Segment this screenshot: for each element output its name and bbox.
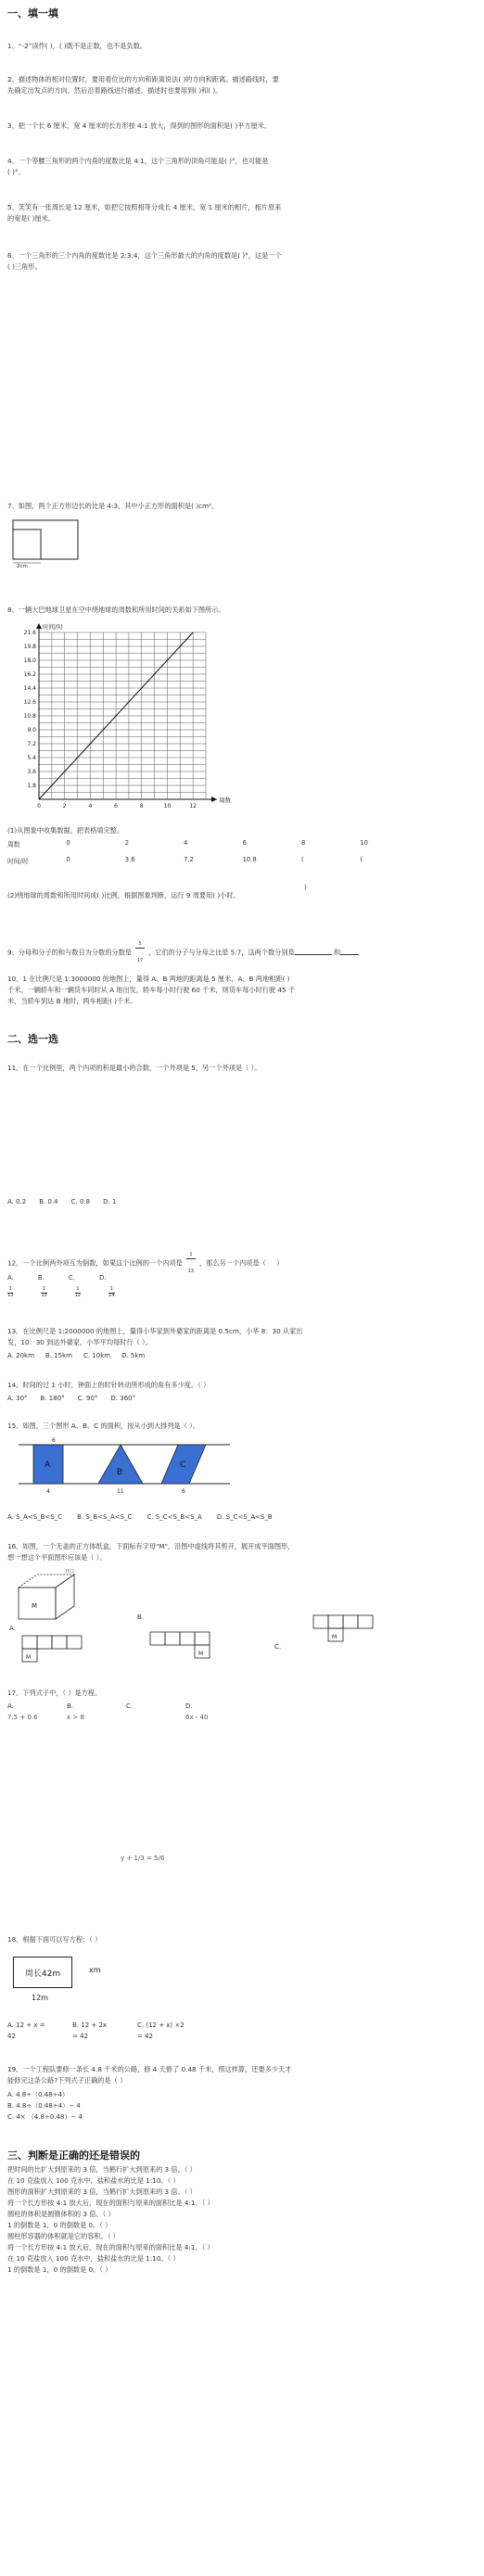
- option-d: D.: [99, 1274, 107, 1282]
- q12-frac-d: 1 14: [108, 1286, 115, 1298]
- q17-extra-expression: y + 1/3 = 5/6: [121, 1855, 165, 1862]
- q8-table: [7, 839, 397, 891]
- q8-line-chart: [19, 619, 260, 823]
- option-d: D. S_C<S_A<S_B: [216, 1513, 273, 1521]
- option-a: A. 12 + x =: [7, 2021, 45, 2029]
- q19-option-b: B. 4.8÷（0.48÷4）− 4: [7, 2102, 81, 2110]
- option-b: B. 0.4: [39, 1198, 58, 1205]
- q10-line2: 千米。一辆轿车和一辆货车同时从 A 地出发，轿车每小时行驶 60 千米，则货车每小时行驶 45 千: [7, 986, 296, 994]
- svg-text:M: M: [198, 1651, 204, 1657]
- option-c: C. (12 + x) ×2: [137, 2021, 185, 2029]
- q8-table-row2: [7, 856, 397, 865]
- y-tick-label: 18.0: [23, 657, 36, 664]
- q9-text: 9、分母和分子的和与数目为分数的分数是 $\frac{5}{17}$ ，它们的分子与分母之比是 5:7，这两个数分别是 和: [7, 932, 359, 974]
- table-cell: ): [304, 884, 307, 891]
- q15-options: [7, 1513, 273, 1521]
- x-tick-label: 12: [189, 803, 197, 810]
- q17-text: 17、下列式子中，（ ）是方程。: [7, 1689, 102, 1697]
- svg-text:M: M: [26, 1654, 32, 1661]
- y-tick-label: 1.8: [27, 783, 36, 789]
- table-cell: (: [360, 856, 363, 863]
- q9-fraction: $\frac{5}{17}$: [136, 941, 144, 963]
- q12-text: 12、一个比例两外项互为倒数，如果这个比例的一个内项是 $\frac{1}{13}$ ，那么另一个内项是（ ）: [7, 1243, 283, 1284]
- q15-text: 15、如图，三个图形 A、B、C 的面积，按从小到大排列是（ ）。: [7, 1422, 199, 1430]
- option-d: D. 1: [103, 1198, 117, 1205]
- q7-squares-figure: [9, 515, 83, 568]
- option-b: B. 15km: [45, 1352, 72, 1359]
- q11-options: [7, 1198, 116, 1205]
- list-item: 将一个长方形按 4:1 放大后，现在的面积与原来的面积比是 4:1。（ ）: [7, 2243, 214, 2251]
- q8-sub2: (2)绕地球的周数和所用时间成( )比例，根据图象判断，运行 9 周要用( )小时。: [7, 891, 240, 899]
- q12-option-fractions: [7, 1287, 115, 1298]
- q15-shapes-figure: [13, 1435, 236, 1497]
- table-cell: 0: [66, 856, 70, 863]
- x-tick-label: 6: [114, 803, 118, 810]
- q16-net-a: [20, 1632, 104, 1669]
- option-b: B.: [37, 1274, 45, 1282]
- list-item: 1 的倒数是 1，0 的倒数是 0。（ ）: [7, 2265, 112, 2274]
- y-tick-label: 16.2: [23, 671, 36, 678]
- list-item: 圆柱形容器的体积就是它的容积。（ ）: [7, 2232, 120, 2240]
- y-tick-label: 19.8: [23, 644, 36, 650]
- q16-cube-m: M: [32, 1602, 38, 1610]
- table-cell: 6: [242, 839, 247, 847]
- list-item: 圆柱的体积是圆锥体积的 3 倍。（ ）: [7, 2210, 115, 2218]
- q14-text: 14、时间的过 1 小时，钟面上的时针转动所形成的角有多少度。（ ）: [7, 1381, 210, 1389]
- table-cell: (: [300, 856, 304, 863]
- x-tick-label: 8: [139, 803, 144, 810]
- q13-line2: 发，10：30 到达外婆家，小华平均每时行（ ）。: [7, 1338, 152, 1346]
- option-a: A. 30°: [7, 1395, 28, 1402]
- expr-c: [126, 1714, 185, 1721]
- x-tick-label: 10: [163, 803, 172, 810]
- q13-line1: 13、在比例尺是 1:2000000 的地图上，量得小华家到外婆家的距离是 0.5cm，小华 8：30 从家出: [7, 1327, 303, 1335]
- q17-options: [7, 1702, 245, 1710]
- option-c: C. 90°: [77, 1395, 98, 1402]
- option-b: B. 180°: [40, 1395, 65, 1402]
- option-c: C.: [126, 1702, 134, 1710]
- q16-net-b: [148, 1623, 232, 1669]
- q5-text-line1: 5、笑笑有一张周长是 12 厘米，如把它按照相等分成长 4 厘米，宽 1 厘米的相片，相片原来: [7, 203, 282, 211]
- y-axis-label: 时间/时: [43, 623, 63, 631]
- q12-frac-b: 1 13: [41, 1286, 47, 1298]
- option-c: C. S_C<S_B<S_A: [146, 1513, 202, 1521]
- q7-dim-label: 2cm: [17, 564, 28, 568]
- q10-line1: 10、1 在比例尺是 1:3000000 的地图上，量得 A、B 两地的距离是 5 厘米，A、B 两地相距( ): [7, 975, 290, 983]
- option-c: C. 0.8: [70, 1198, 91, 1205]
- q1-text: 1、“-2”读作( )，( )既不是正数，也不是负数。: [7, 42, 146, 50]
- q19-option-a: A. 4.8÷（0.48÷4）: [7, 2091, 70, 2098]
- q19-line1: 19、一个工程队要修一条长 4.8 千米的公路，修 4 天修了 0.48 千米，照这样算，还要多少天才: [7, 2065, 292, 2073]
- q7-text: 7、如图，两个正方形边长的比是 4:3，其中小正方形的面积是( )cm²。: [7, 502, 219, 510]
- option-d: D. 5km: [121, 1352, 146, 1359]
- q15-label-bot2: 11: [117, 1488, 124, 1495]
- list-item: 将一个长方形按 4:1 放大后，现在的面积与原来的面积比是 4:1。（ ）: [7, 2199, 214, 2207]
- expr-b: x > 8: [67, 1714, 84, 1721]
- option-b: B. 12 + 2x: [72, 2021, 108, 2029]
- y-tick-label: 21.6: [23, 630, 36, 636]
- y-tick-label: 12.6: [23, 699, 36, 706]
- q3-text: 3、把一个长 6 厘米，宽 4 厘米的长方形按 4:1 放大，得到的图形的面积是( )平方厘米。: [7, 121, 272, 130]
- option-a: A.: [7, 1702, 14, 1710]
- q18-options-line2: 42 = 42 = 42: [7, 2033, 153, 2040]
- q18-side-label: xm: [89, 1966, 101, 1974]
- y-tick-label: 10.8: [23, 713, 36, 720]
- y-axis-arrow: [36, 623, 42, 629]
- y-tick-label: 9.0: [27, 727, 36, 733]
- q8-table-row1: [7, 839, 397, 848]
- table-cell: 8: [300, 839, 306, 847]
- q4-text-line1: 4、一个等腰三角形的两个内角的度数比是 4:1，这个三角形的顶角可能是( )°，也可能是: [7, 157, 269, 165]
- option-b: B.: [67, 1702, 74, 1710]
- option-a: A.: [7, 1274, 14, 1282]
- q16-line1: 16、如图，一个无盖的正方体纸盒，下面标有字母"M"，沿图中虚线将其剪开，展开成平面图形，: [7, 1542, 295, 1550]
- table-cell: 4: [184, 839, 188, 847]
- q19-line2: 能修完这条公路?下列式子正确的是（ ）: [7, 2076, 127, 2085]
- table-cell: 周数: [7, 841, 20, 848]
- y-tick-label: 7.2: [27, 741, 36, 747]
- q13-options: [7, 1352, 145, 1359]
- q10-line3: 米，当轿车到达 B 地时，两车相距( )千米。: [7, 997, 137, 1005]
- option-d: D.: [185, 1702, 193, 1710]
- q15-label-c: C: [180, 1460, 186, 1470]
- q16-lid-label: 开口: [65, 1569, 75, 1575]
- q12-options: [7, 1274, 107, 1282]
- x-axis-label: 周数: [219, 797, 231, 804]
- q6-text-line1: 6、一个三角形的三个内角的度数比是 2:3:4，这个三角形最大的内角的度数是( )°，这是一个: [7, 251, 282, 260]
- option-c: C. 10km: [83, 1352, 111, 1359]
- q16-option-c: C.: [274, 1643, 282, 1651]
- option-a: A. S_A<S_B<S_C: [7, 1513, 63, 1521]
- q16-option-b: B.: [137, 1613, 145, 1621]
- q7-small-square: [13, 529, 41, 559]
- q15-label-top: 6: [52, 1437, 56, 1444]
- y-tick-label: 3.6: [27, 769, 36, 775]
- q12-frac-a: 1 13: [7, 1286, 14, 1298]
- x-axis-arrow: [211, 797, 217, 802]
- q5-text-line2: 的宽是( )厘米。: [7, 214, 56, 223]
- svg-text:M: M: [332, 1634, 338, 1640]
- q12-frac-c: 1 12: [74, 1286, 82, 1298]
- q15-label-bot1: 4: [46, 1488, 50, 1495]
- q7-rect-outer: [13, 520, 78, 559]
- q4-text-line2: ( )°。: [7, 168, 25, 176]
- judgement-list: [7, 2164, 214, 2276]
- q14-options: [7, 1395, 135, 1402]
- q15-label-b: B: [117, 1468, 123, 1477]
- q18-text: 18、根据下面可以写方程：（ ）: [7, 1935, 102, 1944]
- x-tick-label: 0: [37, 803, 41, 810]
- option-a: A. 0.2: [7, 1198, 27, 1205]
- option-c: C.: [68, 1274, 76, 1282]
- q6-text-line2: ( )三角形。: [7, 262, 42, 271]
- table-cell: 10.8: [242, 856, 257, 863]
- section-3-title: 三、判断是正确的还是错误的: [7, 2149, 140, 2162]
- q16-line2: 想一想这个平面图形应该是（ ）。: [7, 1553, 107, 1562]
- q18-rectangle: 周长42m: [13, 1957, 72, 1988]
- q18-options: [7, 2021, 221, 2029]
- table-cell: 时间/时: [7, 858, 29, 865]
- y-tick-label: 14.4: [23, 685, 36, 692]
- q12-fraction: $\frac{1}{13}$: [187, 1252, 195, 1274]
- table-cell: 3.6: [124, 856, 135, 863]
- q2-text-line2: 先确定出发点的方向，然后沿着路线进行描述，描述时也要用到( )和( )。: [7, 86, 223, 95]
- x-tick-label: 4: [88, 803, 93, 810]
- option-d: D. 360°: [110, 1395, 136, 1402]
- list-item: 图形的面积扩大到原来的 3 倍，当鹤行扩大到原来的 3 倍。（ ）: [7, 2187, 197, 2196]
- q15-label-a: A: [45, 1460, 51, 1470]
- table-cell: 10: [360, 839, 368, 847]
- expr-a: 7.5 + 0.6: [7, 1714, 38, 1721]
- x-tick-label: 2: [62, 803, 67, 810]
- q15-shape-b: [98, 1445, 143, 1484]
- y-tick-label: 5.4: [27, 755, 36, 761]
- q15-label-bot3: 6: [182, 1488, 185, 1495]
- q8-sub1: (1)从图象中收集数据，把表格填完整。: [7, 826, 124, 835]
- q11-text: 11、在一个比例里，两个内项的积是最小的合数，一个外项是 5，另一个外项是（ ）。: [7, 1064, 261, 1072]
- q19-option-c: C. 4× （4.8÷0.48）− 4: [7, 2113, 83, 2121]
- table-cell: 2: [124, 839, 130, 847]
- expr-d: 6x - 40: [185, 1714, 209, 1721]
- q17-expressions: [7, 1714, 245, 1721]
- option-a: A. 20km: [7, 1352, 34, 1359]
- table-cell: 0: [66, 839, 70, 847]
- section-2-title: 二、选一选: [7, 1033, 58, 1045]
- list-item: 在 10 克盐放入 100 克水中，盐和盐水的比是 1:10。（ ）: [7, 2254, 180, 2263]
- section-1-title: 一、填一填: [7, 7, 58, 19]
- list-item: 在 10 克盐放入 100 克水中，盐和盐水的比是 1:10。（ ）: [7, 2176, 180, 2185]
- option-b: B. S_B<S_A<S_C: [77, 1513, 133, 1521]
- q16-cube-figure: [9, 1567, 83, 1623]
- q18-bottom-label: 12m: [32, 1994, 48, 2002]
- q16-option-a: A.: [9, 1625, 16, 1632]
- list-item: 1 的倒数是 1，0 的倒数是 0。（ ）: [7, 2221, 112, 2229]
- q8-text: 8、一辆大巴地球卫星在空中绕地球的周数和所用时间的关系如下图所示。: [7, 606, 225, 614]
- table-cell: 7.2: [184, 856, 194, 863]
- q2-text-line1: 2、描述物体的相对位置时，要用看位比的方向和距离说法( )的方向和距离。描述路线时，要: [7, 75, 279, 83]
- list-item: 把时间的比扩大到原来的 3 倍，当鹤行扩大到原来的 3 倍。（ ）: [7, 2165, 197, 2174]
- q16-net-c: [293, 1612, 395, 1658]
